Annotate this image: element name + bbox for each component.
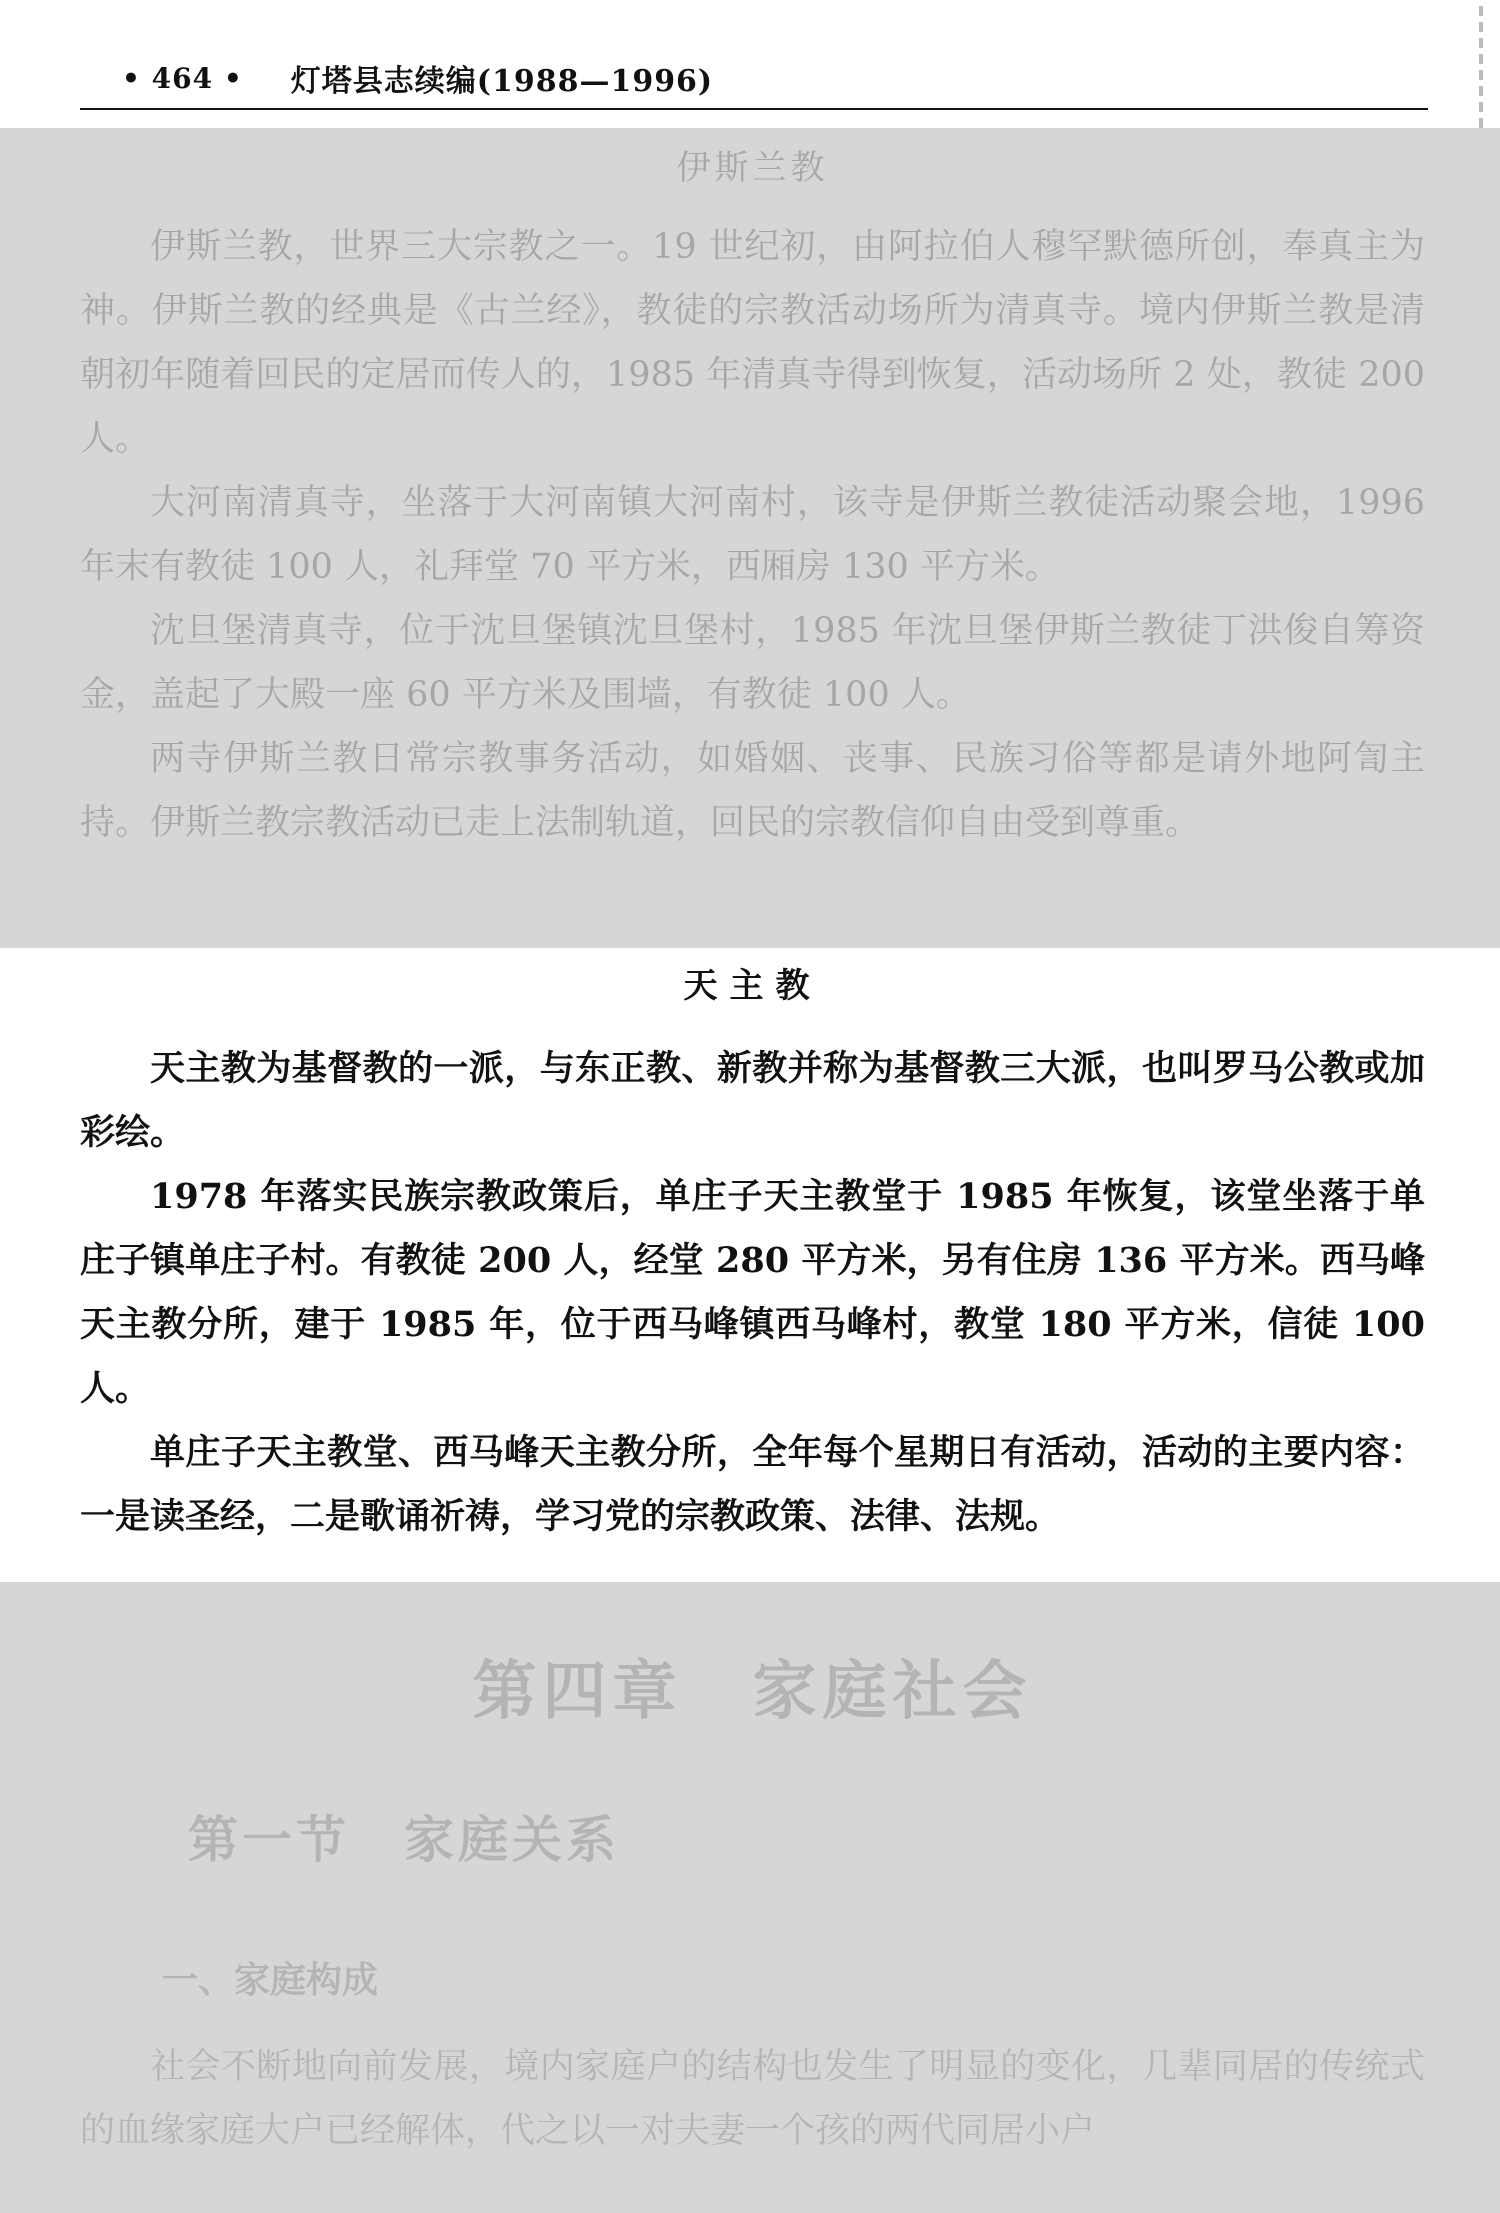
catholic-section — [80, 958, 1425, 1549]
catholic-paragraph: 单庄子天主教堂、西马峰天主教分所，全年每个星期日有活动，活动的主要内容：一是读圣经，二是歌诵祈祷，学习党的宗教政策、法律、法规。 — [80, 1432, 1425, 1537]
islam-heading: 伊斯兰教 — [676, 148, 829, 188]
islam-paragraph: 大河南清真寺，坐落于大河南镇大河南村，该寺是伊斯兰教徒活动聚会地，1996 年末有教徒 100 人，礼拜堂 70 平方米，西厢房 130 平方米。 — [80, 483, 1425, 587]
catholic-heading: 天主教 — [683, 966, 822, 1006]
catholic-paragraph: 1978 年落实民族宗教政策后，单庄子天主教堂于 1985 年恢复，该堂坐落于单庄子镇单庄子村。有教徒 200 人，经堂 280 平方米，另有住房 136 平方米。西马峰天主教分所，建于 1985 年，位于西马峰镇西马峰村，教堂 180 平方米，信徒 100 人。 — [80, 1176, 1425, 1409]
section-title: 第一节 家庭关系 — [188, 1810, 620, 1869]
islam-section — [80, 140, 1425, 855]
subsection-title: 一、家庭构成 — [162, 1959, 379, 2001]
book-title: 灯塔县志续编(1988—1996) — [290, 64, 714, 99]
chapter-title: 第四章 家庭社会 — [472, 1654, 1033, 1729]
islam-paragraph: 伊斯兰教，世界三大宗教之一。19 世纪初，由阿拉伯人穆罕默德所创，奉真主为神。伊斯兰教的经典是《古兰经》，教徒的宗教活动场所为清真寺。境内伊斯兰教是清朝初年随着回民的定居而传人的，1985 年清真寺得到恢复，活动场所 2 处，教徒 200 人。 — [80, 227, 1425, 459]
chapter-block — [80, 1600, 1425, 2163]
chapter-paragraph: 社会不断地向前发展，境内家庭户的结构也发生了明显的变化，几辈同居的传统式的血缘家庭大户已经解体，代之以一对夫妻一个孩的两代同居小户 — [80, 2047, 1425, 2151]
page-number: • 464 • — [122, 61, 243, 95]
page-header — [80, 48, 1428, 110]
islam-paragraph: 两寺伊斯兰教日常宗教事务活动，如婚姻、丧事、民族习俗等都是请外地阿訇主持。伊斯兰教宗教活动已走上法制轨道，回民的宗教信仰自由受到尊重。 — [80, 739, 1425, 843]
catholic-paragraph: 天主教为基督教的一派，与东正教、新教并称为基督教三大派，也叫罗马公教或加彩绘。 — [80, 1048, 1425, 1153]
scan-edge-marks — [1468, 0, 1494, 180]
islam-paragraph: 沈旦堡清真寺，位于沈旦堡镇沈旦堡村，1985 年沈旦堡伊斯兰教徒丁洪俊自筹资金，盖起了大殿一座 60 平方米及围墙，有教徒 100 人。 — [80, 611, 1425, 715]
